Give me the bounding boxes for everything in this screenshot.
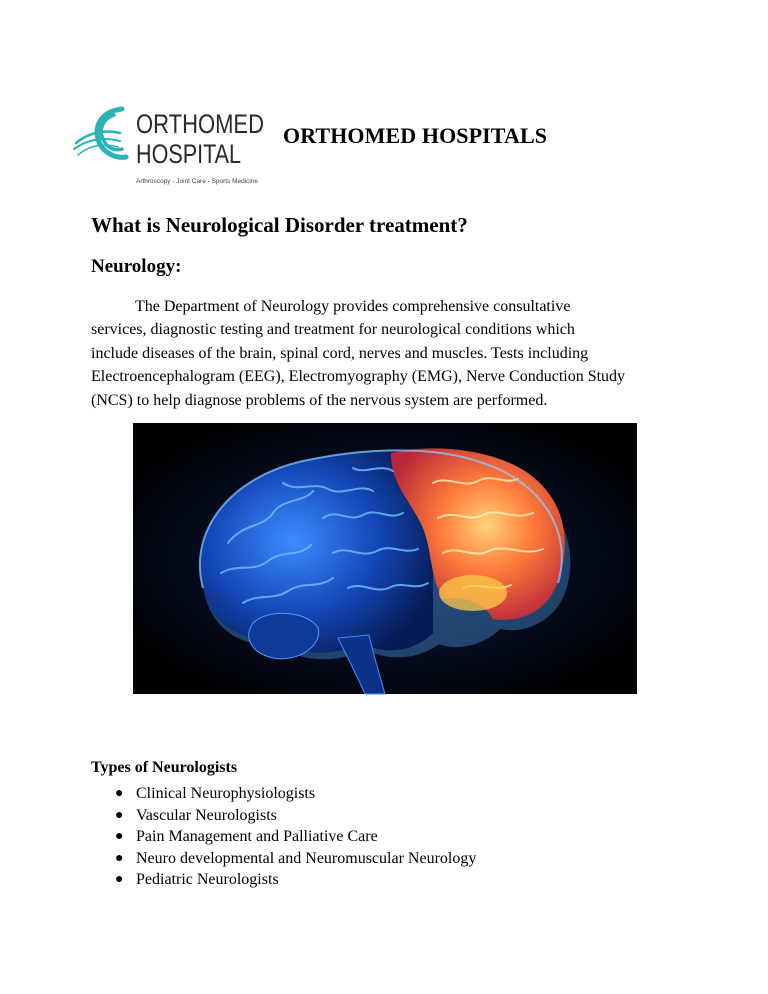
neurology-description xyxy=(91,295,691,412)
bullet-icon: ● xyxy=(115,850,124,866)
page-title: ORTHOMED HOSPITALS xyxy=(283,123,548,148)
logo-tagline: Arthroscopy - Joint Care - Sports Medicine xyxy=(136,179,259,185)
paragraph-line: The Department of Neurology provides comprehensive consultative xyxy=(135,298,571,315)
section-subheading: Neurology: xyxy=(91,256,182,277)
bullet-icon: ● xyxy=(115,872,124,887)
article-heading: What is Neurological Disorder treatment? xyxy=(91,213,468,237)
hospital-logo xyxy=(74,103,269,188)
list-item xyxy=(91,805,476,827)
list-item xyxy=(91,848,476,870)
paragraph-line: (NCS) to help diagnose problems of the nervous system are performed. xyxy=(91,391,548,409)
bullet-icon: ● xyxy=(115,807,124,823)
types-heading: Types of Neurologists xyxy=(91,759,238,776)
list-item-label: Pediatric Neurologists xyxy=(136,871,279,888)
list-item-label: Vascular Neurologists xyxy=(136,806,277,824)
list-item xyxy=(91,826,476,848)
list-item-label: Pain Management and Palliative Care xyxy=(136,828,378,845)
list-item xyxy=(91,869,476,891)
types-list xyxy=(91,783,476,891)
paragraph-line: include diseases of the brain, spinal cord, nerves and muscles. Tests including xyxy=(91,344,589,362)
brain-hotspot xyxy=(439,575,507,611)
list-item xyxy=(91,783,476,805)
paragraph-line: Electroencephalogram (EEG), Electromyography (EMG), Nerve Conduction Study xyxy=(91,368,626,386)
list-item-label: Neuro developmental and Neuromuscular Neurology xyxy=(136,849,477,867)
brain-image xyxy=(133,423,637,694)
list-item-label: Clinical Neurophysiologists xyxy=(136,785,316,802)
logo-line1: ORTHOMED xyxy=(136,109,264,139)
bullet-icon: ● xyxy=(115,786,124,801)
logo-line2: HOSPITAL xyxy=(136,139,241,169)
paragraph-line: services, diagnostic testing and treatment for neurological conditions which xyxy=(91,321,575,339)
bullet-icon: ● xyxy=(115,829,124,844)
